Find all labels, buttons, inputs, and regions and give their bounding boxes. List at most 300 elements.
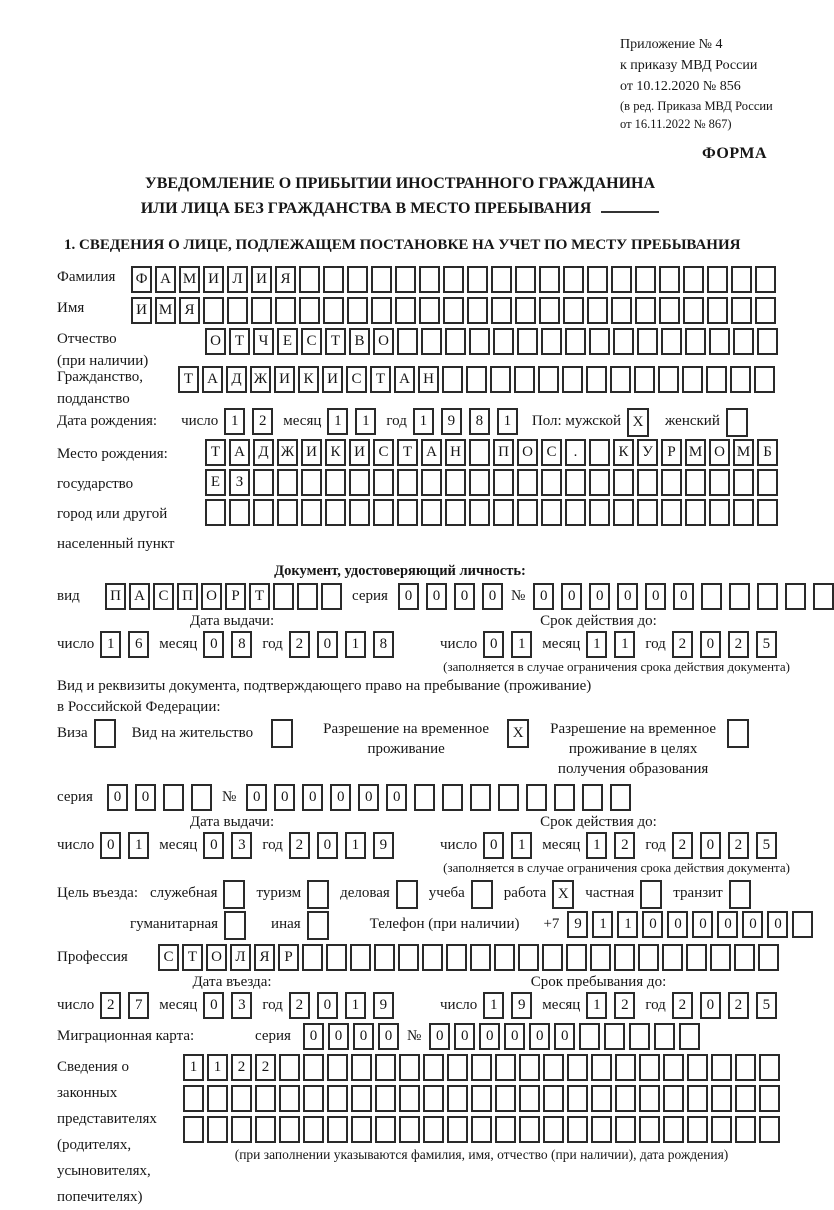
char-box[interactable] xyxy=(709,328,730,355)
char-box[interactable] xyxy=(442,366,463,393)
business-checkbox[interactable] xyxy=(223,880,245,909)
char-box[interactable] xyxy=(757,499,778,526)
char-box[interactable] xyxy=(542,944,563,971)
visa-checkbox[interactable] xyxy=(94,719,116,748)
char-box[interactable] xyxy=(589,328,610,355)
char-box[interactable] xyxy=(710,944,731,971)
char-box[interactable] xyxy=(517,469,538,496)
char-box[interactable] xyxy=(471,1116,492,1143)
char-box[interactable] xyxy=(327,1085,348,1112)
char-box[interactable]: 0 xyxy=(529,1023,550,1050)
char-box[interactable] xyxy=(279,1054,300,1081)
char-box[interactable] xyxy=(301,499,322,526)
char-box[interactable] xyxy=(470,944,491,971)
char-box[interactable] xyxy=(591,1085,612,1112)
char-box[interactable]: 0 xyxy=(203,992,224,1019)
char-box[interactable]: М xyxy=(733,439,754,466)
char-box[interactable]: 2 xyxy=(255,1054,276,1081)
char-box[interactable] xyxy=(469,469,490,496)
char-box[interactable]: А xyxy=(202,366,223,393)
char-box[interactable] xyxy=(253,499,274,526)
char-box[interactable]: С xyxy=(153,583,174,610)
char-box[interactable]: 8 xyxy=(469,408,490,435)
char-box[interactable]: М xyxy=(155,297,176,324)
char-box[interactable] xyxy=(685,469,706,496)
char-box[interactable] xyxy=(183,1085,204,1112)
char-box[interactable] xyxy=(586,366,607,393)
char-box[interactable]: З xyxy=(229,469,250,496)
char-box[interactable] xyxy=(759,1054,780,1081)
char-box[interactable] xyxy=(447,1054,468,1081)
char-box[interactable] xyxy=(759,1085,780,1112)
char-box[interactable] xyxy=(543,1054,564,1081)
char-box[interactable]: 0 xyxy=(667,911,688,938)
char-box[interactable] xyxy=(277,469,298,496)
char-box[interactable] xyxy=(613,499,634,526)
char-box[interactable] xyxy=(299,266,320,293)
char-box[interactable]: 1 xyxy=(617,911,638,938)
char-box[interactable] xyxy=(785,583,806,610)
char-box[interactable]: А xyxy=(129,583,150,610)
char-box[interactable]: . xyxy=(565,439,586,466)
char-box[interactable] xyxy=(399,1085,420,1112)
char-box[interactable]: С xyxy=(373,439,394,466)
char-box[interactable] xyxy=(566,944,587,971)
char-box[interactable] xyxy=(399,1054,420,1081)
char-box[interactable]: 0 xyxy=(673,583,694,610)
char-box[interactable]: 0 xyxy=(358,784,379,811)
char-box[interactable] xyxy=(205,499,226,526)
char-box[interactable] xyxy=(421,499,442,526)
char-box[interactable] xyxy=(351,1054,372,1081)
char-box[interactable] xyxy=(471,1085,492,1112)
char-box[interactable] xyxy=(663,1116,684,1143)
char-box[interactable] xyxy=(325,499,346,526)
char-box[interactable] xyxy=(303,1054,324,1081)
char-box[interactable] xyxy=(711,1085,732,1112)
char-box[interactable]: 2 xyxy=(728,832,749,859)
char-box[interactable] xyxy=(590,944,611,971)
char-box[interactable] xyxy=(615,1085,636,1112)
char-box[interactable]: 9 xyxy=(511,992,532,1019)
char-box[interactable]: О xyxy=(201,583,222,610)
char-box[interactable]: Е xyxy=(277,328,298,355)
char-box[interactable]: 0 xyxy=(504,1023,525,1050)
char-box[interactable]: Д xyxy=(226,366,247,393)
char-box[interactable] xyxy=(687,1116,708,1143)
char-box[interactable] xyxy=(711,1116,732,1143)
char-box[interactable] xyxy=(255,1085,276,1112)
char-box[interactable]: 1 xyxy=(511,631,532,658)
char-box[interactable] xyxy=(443,297,464,324)
char-box[interactable]: А xyxy=(229,439,250,466)
char-box[interactable]: Т xyxy=(178,366,199,393)
char-box[interactable]: Р xyxy=(278,944,299,971)
char-box[interactable] xyxy=(273,583,294,610)
char-box[interactable] xyxy=(419,297,440,324)
char-box[interactable] xyxy=(706,366,727,393)
char-box[interactable] xyxy=(279,1085,300,1112)
char-box[interactable]: 0 xyxy=(482,583,503,610)
char-box[interactable]: И xyxy=(274,366,295,393)
char-box[interactable] xyxy=(639,1054,660,1081)
char-box[interactable]: 2 xyxy=(231,1054,252,1081)
char-box[interactable]: 0 xyxy=(274,784,295,811)
char-box[interactable] xyxy=(731,297,752,324)
char-box[interactable]: 2 xyxy=(728,631,749,658)
char-box[interactable]: 0 xyxy=(330,784,351,811)
char-box[interactable] xyxy=(541,328,562,355)
char-box[interactable] xyxy=(610,784,631,811)
char-box[interactable]: 1 xyxy=(497,408,518,435)
char-box[interactable] xyxy=(493,469,514,496)
char-box[interactable] xyxy=(635,266,656,293)
char-box[interactable] xyxy=(591,1116,612,1143)
char-box[interactable] xyxy=(519,1054,540,1081)
char-box[interactable]: 0 xyxy=(717,911,738,938)
char-box[interactable]: 0 xyxy=(378,1023,399,1050)
char-box[interactable]: 1 xyxy=(586,992,607,1019)
char-box[interactable] xyxy=(423,1116,444,1143)
char-box[interactable] xyxy=(589,469,610,496)
char-box[interactable]: 0 xyxy=(426,583,447,610)
char-box[interactable] xyxy=(351,1116,372,1143)
char-box[interactable]: 0 xyxy=(303,1023,324,1050)
char-box[interactable]: 0 xyxy=(533,583,554,610)
char-box[interactable]: 2 xyxy=(672,631,693,658)
char-box[interactable] xyxy=(563,266,584,293)
char-box[interactable] xyxy=(661,328,682,355)
char-box[interactable] xyxy=(754,366,775,393)
temp-residence-checkbox[interactable]: X xyxy=(507,719,529,748)
char-box[interactable] xyxy=(326,944,347,971)
char-box[interactable] xyxy=(495,1054,516,1081)
char-box[interactable]: 0 xyxy=(302,784,323,811)
char-box[interactable] xyxy=(543,1085,564,1112)
char-box[interactable] xyxy=(541,499,562,526)
char-box[interactable] xyxy=(701,583,722,610)
char-box[interactable]: П xyxy=(105,583,126,610)
char-box[interactable] xyxy=(445,499,466,526)
char-box[interactable]: Я xyxy=(275,266,296,293)
char-box[interactable]: И xyxy=(322,366,343,393)
char-box[interactable]: И xyxy=(251,266,272,293)
char-box[interactable] xyxy=(579,1023,600,1050)
char-box[interactable] xyxy=(491,297,512,324)
char-box[interactable] xyxy=(231,1116,252,1143)
char-box[interactable] xyxy=(587,297,608,324)
char-box[interactable]: 1 xyxy=(355,408,376,435)
char-box[interactable] xyxy=(707,266,728,293)
char-box[interactable] xyxy=(733,499,754,526)
char-box[interactable]: 0 xyxy=(700,992,721,1019)
char-box[interactable]: О xyxy=(709,439,730,466)
char-box[interactable] xyxy=(351,1085,372,1112)
char-box[interactable] xyxy=(604,1023,625,1050)
char-box[interactable] xyxy=(687,1054,708,1081)
char-box[interactable] xyxy=(639,1116,660,1143)
char-box[interactable]: 0 xyxy=(203,832,224,859)
char-box[interactable] xyxy=(493,499,514,526)
char-box[interactable]: 0 xyxy=(353,1023,374,1050)
char-box[interactable]: 1 xyxy=(592,911,613,938)
char-box[interactable] xyxy=(373,469,394,496)
char-box[interactable]: 1 xyxy=(614,631,635,658)
char-box[interactable] xyxy=(397,469,418,496)
char-box[interactable]: 2 xyxy=(672,832,693,859)
char-box[interactable]: 0 xyxy=(454,583,475,610)
char-box[interactable] xyxy=(637,499,658,526)
char-box[interactable] xyxy=(662,944,683,971)
char-box[interactable] xyxy=(735,1116,756,1143)
char-box[interactable]: 0 xyxy=(398,583,419,610)
char-box[interactable] xyxy=(735,1085,756,1112)
char-box[interactable]: П xyxy=(493,439,514,466)
char-box[interactable]: 1 xyxy=(586,832,607,859)
char-box[interactable]: 8 xyxy=(373,631,394,658)
char-box[interactable]: Е xyxy=(205,469,226,496)
char-box[interactable] xyxy=(467,297,488,324)
char-box[interactable]: 1 xyxy=(183,1054,204,1081)
char-box[interactable] xyxy=(565,499,586,526)
char-box[interactable] xyxy=(299,297,320,324)
char-box[interactable]: 2 xyxy=(728,992,749,1019)
char-box[interactable]: К xyxy=(298,366,319,393)
char-box[interactable] xyxy=(398,944,419,971)
char-box[interactable]: П xyxy=(177,583,198,610)
char-box[interactable]: Ф xyxy=(131,266,152,293)
char-box[interactable] xyxy=(813,583,834,610)
residence-permit-checkbox[interactable] xyxy=(271,719,293,748)
char-box[interactable]: О xyxy=(205,328,226,355)
char-box[interactable]: Б xyxy=(757,439,778,466)
char-box[interactable] xyxy=(191,784,212,811)
char-box[interactable]: К xyxy=(325,439,346,466)
char-box[interactable] xyxy=(610,366,631,393)
char-box[interactable] xyxy=(323,266,344,293)
char-box[interactable]: Т xyxy=(182,944,203,971)
char-box[interactable]: И xyxy=(131,297,152,324)
char-box[interactable]: С xyxy=(346,366,367,393)
char-box[interactable] xyxy=(615,1116,636,1143)
char-box[interactable] xyxy=(729,583,750,610)
char-box[interactable]: 1 xyxy=(207,1054,228,1081)
char-box[interactable] xyxy=(755,297,776,324)
char-box[interactable]: 1 xyxy=(511,832,532,859)
char-box[interactable] xyxy=(493,328,514,355)
tourism-checkbox[interactable] xyxy=(307,880,329,909)
char-box[interactable] xyxy=(526,784,547,811)
char-box[interactable]: С xyxy=(301,328,322,355)
char-box[interactable] xyxy=(375,1085,396,1112)
char-box[interactable]: А xyxy=(394,366,415,393)
char-box[interactable] xyxy=(447,1085,468,1112)
char-box[interactable]: 0 xyxy=(479,1023,500,1050)
char-box[interactable] xyxy=(591,1054,612,1081)
char-box[interactable]: Я xyxy=(179,297,200,324)
char-box[interactable]: 2 xyxy=(672,992,693,1019)
char-box[interactable]: М xyxy=(179,266,200,293)
char-box[interactable] xyxy=(679,1023,700,1050)
char-box[interactable]: И xyxy=(203,266,224,293)
char-box[interactable]: Т xyxy=(205,439,226,466)
char-box[interactable] xyxy=(615,1054,636,1081)
char-box[interactable] xyxy=(541,469,562,496)
char-box[interactable] xyxy=(543,1116,564,1143)
char-box[interactable]: 0 xyxy=(767,911,788,938)
char-box[interactable] xyxy=(255,1116,276,1143)
char-box[interactable]: А xyxy=(155,266,176,293)
char-box[interactable] xyxy=(469,439,490,466)
char-box[interactable]: 2 xyxy=(289,832,310,859)
char-box[interactable] xyxy=(637,469,658,496)
char-box[interactable]: 3 xyxy=(231,992,252,1019)
char-box[interactable] xyxy=(613,328,634,355)
char-box[interactable] xyxy=(685,328,706,355)
char-box[interactable]: Ч xyxy=(253,328,274,355)
char-box[interactable] xyxy=(421,328,442,355)
char-box[interactable]: 0 xyxy=(483,631,504,658)
char-box[interactable] xyxy=(373,499,394,526)
char-box[interactable] xyxy=(582,784,603,811)
char-box[interactable] xyxy=(349,499,370,526)
char-box[interactable] xyxy=(638,944,659,971)
char-box[interactable] xyxy=(303,1085,324,1112)
char-box[interactable]: Т xyxy=(325,328,346,355)
char-box[interactable]: 1 xyxy=(483,992,504,1019)
char-box[interactable] xyxy=(471,1054,492,1081)
char-box[interactable] xyxy=(423,1054,444,1081)
char-box[interactable] xyxy=(445,469,466,496)
char-box[interactable] xyxy=(231,1085,252,1112)
char-box[interactable] xyxy=(517,328,538,355)
char-box[interactable]: 0 xyxy=(700,631,721,658)
char-box[interactable] xyxy=(659,266,680,293)
char-box[interactable] xyxy=(397,499,418,526)
char-box[interactable]: 0 xyxy=(100,832,121,859)
char-box[interactable]: 5 xyxy=(756,631,777,658)
char-box[interactable] xyxy=(490,366,511,393)
char-box[interactable]: Р xyxy=(225,583,246,610)
char-box[interactable] xyxy=(589,499,610,526)
char-box[interactable] xyxy=(735,1054,756,1081)
char-box[interactable]: А xyxy=(421,439,442,466)
char-box[interactable] xyxy=(635,297,656,324)
char-box[interactable] xyxy=(498,784,519,811)
char-box[interactable] xyxy=(443,266,464,293)
char-box[interactable]: К xyxy=(613,439,634,466)
char-box[interactable] xyxy=(518,944,539,971)
char-box[interactable] xyxy=(611,297,632,324)
char-box[interactable] xyxy=(207,1085,228,1112)
char-box[interactable] xyxy=(297,583,318,610)
char-box[interactable] xyxy=(709,469,730,496)
char-box[interactable] xyxy=(757,328,778,355)
char-box[interactable] xyxy=(279,1116,300,1143)
char-box[interactable]: 1 xyxy=(345,631,366,658)
char-box[interactable]: 9 xyxy=(441,408,462,435)
char-box[interactable] xyxy=(663,1085,684,1112)
char-box[interactable] xyxy=(467,266,488,293)
char-box[interactable] xyxy=(685,499,706,526)
char-box[interactable]: 9 xyxy=(373,992,394,1019)
char-box[interactable]: 1 xyxy=(413,408,434,435)
char-box[interactable] xyxy=(733,469,754,496)
sex-male-checkbox[interactable]: X xyxy=(627,408,649,437)
char-box[interactable]: Т xyxy=(370,366,391,393)
char-box[interactable] xyxy=(565,328,586,355)
char-box[interactable]: О xyxy=(517,439,538,466)
char-box[interactable] xyxy=(275,297,296,324)
char-box[interactable] xyxy=(470,784,491,811)
char-box[interactable]: 0 xyxy=(645,583,666,610)
temp-residence-education-checkbox[interactable] xyxy=(727,719,749,748)
char-box[interactable]: 1 xyxy=(327,408,348,435)
char-box[interactable] xyxy=(203,297,224,324)
char-box[interactable] xyxy=(469,328,490,355)
char-box[interactable] xyxy=(446,944,467,971)
char-box[interactable] xyxy=(277,499,298,526)
char-box[interactable] xyxy=(227,297,248,324)
char-box[interactable] xyxy=(563,297,584,324)
char-box[interactable] xyxy=(589,439,610,466)
char-box[interactable] xyxy=(730,366,751,393)
char-box[interactable]: У xyxy=(637,439,658,466)
char-box[interactable] xyxy=(538,366,559,393)
char-box[interactable]: 2 xyxy=(614,992,635,1019)
char-box[interactable] xyxy=(707,297,728,324)
char-box[interactable]: 0 xyxy=(700,832,721,859)
char-box[interactable]: Т xyxy=(249,583,270,610)
char-box[interactable] xyxy=(634,366,655,393)
char-box[interactable]: 2 xyxy=(100,992,121,1019)
char-box[interactable]: 0 xyxy=(454,1023,475,1050)
char-box[interactable]: 8 xyxy=(231,631,252,658)
char-box[interactable]: Я xyxy=(254,944,275,971)
char-box[interactable] xyxy=(371,297,392,324)
char-box[interactable] xyxy=(327,1116,348,1143)
char-box[interactable]: 0 xyxy=(317,631,338,658)
char-box[interactable]: 0 xyxy=(429,1023,450,1050)
char-box[interactable]: С xyxy=(541,439,562,466)
char-box[interactable] xyxy=(757,469,778,496)
char-box[interactable] xyxy=(399,1116,420,1143)
char-box[interactable]: Т xyxy=(397,439,418,466)
char-box[interactable] xyxy=(374,944,395,971)
char-box[interactable] xyxy=(253,469,274,496)
char-box[interactable] xyxy=(567,1116,588,1143)
char-box[interactable]: В xyxy=(349,328,370,355)
char-box[interactable]: Ж xyxy=(250,366,271,393)
char-box[interactable] xyxy=(709,499,730,526)
study-checkbox[interactable] xyxy=(471,880,493,909)
char-box[interactable] xyxy=(303,1116,324,1143)
private-checkbox[interactable] xyxy=(640,880,662,909)
char-box[interactable] xyxy=(659,297,680,324)
char-box[interactable] xyxy=(629,1023,650,1050)
char-box[interactable]: 0 xyxy=(483,832,504,859)
char-box[interactable] xyxy=(325,469,346,496)
char-box[interactable] xyxy=(395,266,416,293)
char-box[interactable]: Н xyxy=(445,439,466,466)
char-box[interactable] xyxy=(491,266,512,293)
char-box[interactable] xyxy=(421,469,442,496)
char-box[interactable]: 0 xyxy=(554,1023,575,1050)
char-box[interactable] xyxy=(639,1085,660,1112)
char-box[interactable] xyxy=(514,366,535,393)
char-box[interactable] xyxy=(397,328,418,355)
char-box[interactable]: 7 xyxy=(128,992,149,1019)
